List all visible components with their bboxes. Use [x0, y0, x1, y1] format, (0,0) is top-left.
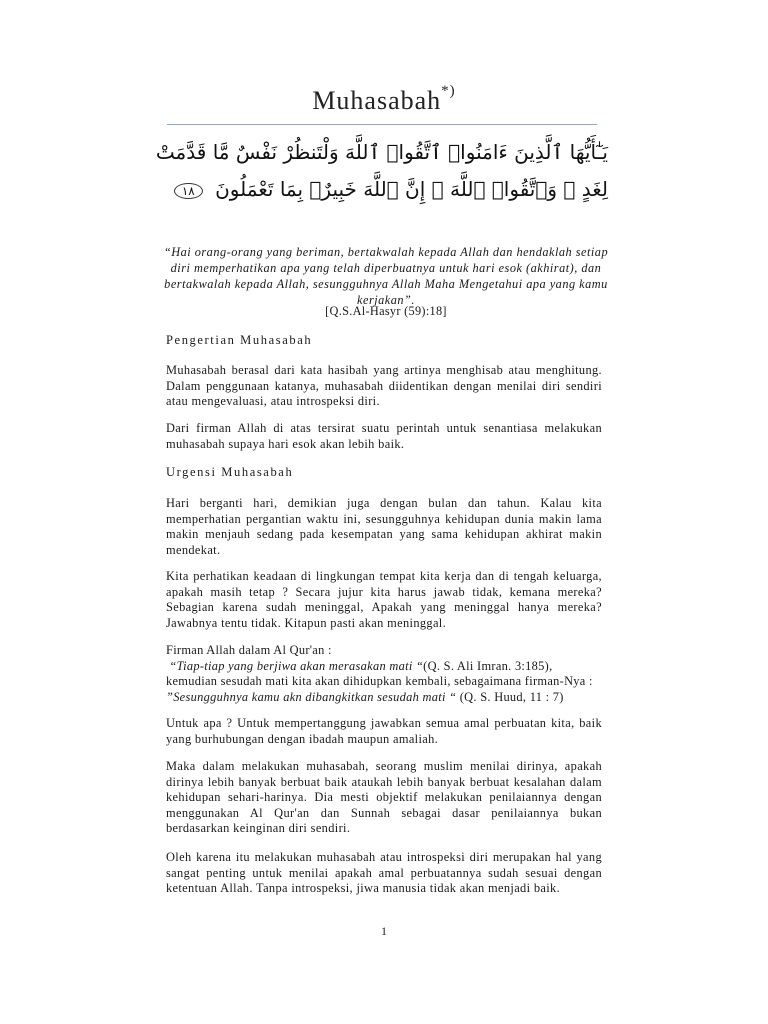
firman-bridge: kemudian sesudah mati kita akan dihidupkan kembali, sebagaimana firman-Nya : [166, 674, 593, 689]
quote-ali-imran [166, 659, 616, 675]
quote-huud [166, 690, 616, 706]
firman-intro: Firman Allah dalam Al Qur'an : [166, 643, 332, 657]
section-heading-pengertian: Pengertian Muhasabah [166, 333, 313, 347]
quote-huud-text: ”Sesungguhnya kamu akn dibangkitkan sesudah mati “ [166, 689, 457, 704]
paragraph-conclusion: Oleh karena itu melakukan muhasabah atau introspeksi diri merupakan hal yang sangat penting untuk menilai apakah amal perbuatannya sudah sesuai dengan ketentuan Allah. Tanpa introspeksi, jiwa manusia tidak akan menjadi baik. [166, 850, 602, 896]
section-heading-urgensi: Urgensi Muhasabah [166, 465, 294, 479]
arabic-verse-line-2-text: لِغَدٍ ۖ وَٱتَّقُوا۟ ٱللَّهَ ۚ إِنَّ ٱللَّهَ خَبِيرٌۢ بِمَا تَعْمَلُونَ [215, 177, 608, 201]
verse-translation: “Hai orang-orang yang beriman, bertakwalah kepada Allah dan hendaklah setiap diri memperhatikan apa yang telah diperbuatnya untuk hari esok (akhirat), dan bertakwalah kepada Allah, sesungguhnya Allah Maha Mengetahui apa yang kamu kerjakan”. [163, 245, 609, 307]
quote-ali-imran-text: “Tiap-tiap yang berjiwa akan merasakan mati “ [169, 658, 424, 673]
quote-ali-imran-ref: (Q. S. Ali Imran. 3:185), [423, 658, 553, 673]
paragraph-command: Dari firman Allah di atas tersirat suatu perintah untuk senantiasa melakukan muhasabah supaya hari esok akan lebih baik. [166, 421, 602, 451]
ayah-number-mark: ١٨ [174, 183, 203, 199]
paragraph-self-assessment: Maka dalam melakukan muhasabah, seorang muslim menilai dirinya, apakah dirinya lebih banyak berbuat baik ataukah lebih banyak berbuat kesalahan dalam kehidupan sehari-harinya. Dia mesti objektif melakukan penilaiannya dengan menggunakan Al Qur'an dan Sunnah sebagai dasar penilaiannya bukan berdasarkan keinginan diri sendiri. [166, 759, 602, 836]
paragraph-time-passing: Hari berganti hari, demikian juga dengan bulan dan tahun. Kalau kita memperhatian pergantian waktu ini, sesungguhnya kehidupan dunia makin lama makin menjauh sedang pada kesempatan yang sama kehidupan akhirat makin mendekat. [166, 496, 602, 557]
arabic-verse-line-2 [178, 177, 608, 201]
title-underline [167, 124, 597, 125]
page-number: 1 [381, 924, 387, 938]
paragraph-surroundings: Kita perhatikan keadaan di lingkungan tempat kita kerja dan di tengah keluarga, apakah masih tetap ? Secara jujur kita harus jawab tidak, kemana mereka? Sebagian karena sudah meninggal, Apakah yang meninggal hanya mereka? Jawabnya tentu tidak. Kitapun pasti akan meninggal. [166, 569, 602, 630]
title-text: Muhasabah [312, 86, 442, 115]
firman-block [166, 643, 616, 705]
arabic-verse-line-1: يَـٰٓأَيُّهَا ٱلَّذِينَ ءَامَنُوا۟ ٱتَّقُوا۟ ٱللَّهَ وَلْتَنظُرْ نَفْسٌ مَّا قَدَّمَتْ [155, 140, 608, 164]
verse-reference: [Q.S.Al-Hasyr (59):18] [325, 304, 447, 318]
title-footnote-mark: *) [441, 83, 456, 100]
page-title [0, 83, 768, 116]
paragraph-definition: Muhasabah berasal dari kata hasibah yang artinya menghisab atau menghitung. Dalam penggunaan katanya, muhasabah diidentikan dengan menilai diri sendiri atau mengevaluasi, atau introspeksi diri. [166, 363, 602, 409]
paragraph-accountability: Untuk apa ? Untuk mempertanggung jawabkan semua amal perbuatan kita, baik yang burhubungan dengan ibadah maupun amaliah. [166, 716, 602, 746]
quote-huud-ref: (Q. S. Huud, 11 : 7) [459, 689, 564, 704]
